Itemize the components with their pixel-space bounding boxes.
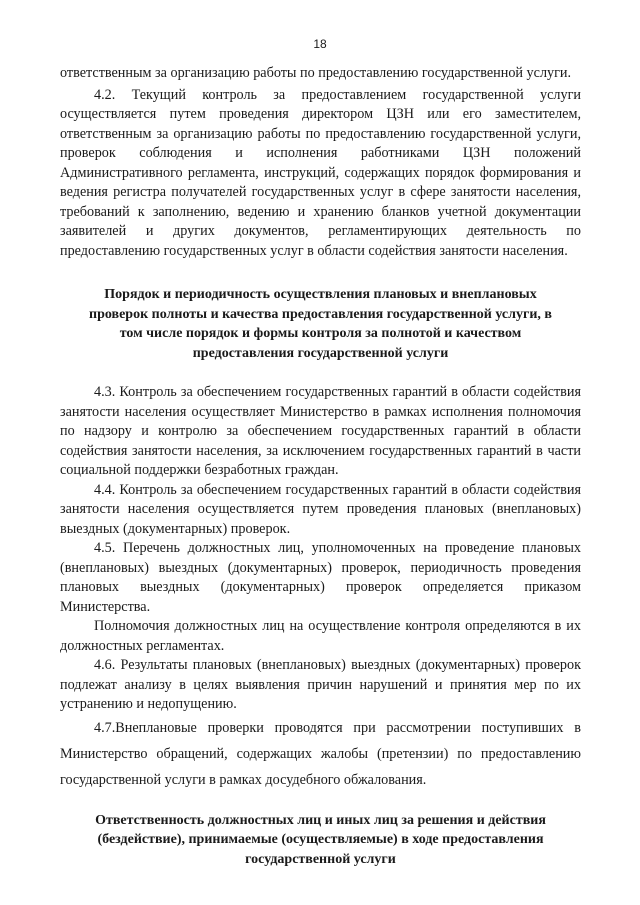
paragraph-4-6: 4.6. Результаты плановых (внеплановых) выездных (документарных) проверок подлежат анализу в целях выявления причин нарушений и принятия мер по их устранению и недопущению. (60, 657, 581, 712)
section-heading-responsibility: Ответственность должностных лиц и иных лиц за решения и действия (бездействие), принимаемые (осуществляемые) в ходе предоставления государственной услуги (95, 812, 546, 867)
section-heading-inspections: Порядок и периодичность осуществления плановых и внеплановых проверок полноты и качества предоставления государственной услуги, в том числе порядок и формы контроля за полнотой и качеством предоставления государственной услуги (89, 287, 552, 361)
paragraph-4-7: 4.7.Внеплановые проверки проводятся при рассмотрении поступивших в Министерство обращений, содержащих жалобы (претензии) по предоставлению государственной услуги в рамках досудебного обжалования. (60, 719, 581, 788)
paragraph-4-3: 4.3. Контроль за обеспечением государственных гарантий в области содействия занятости населения осуществляет Министерство в рамках исполнения полномочия по надзору и контролю за обеспечением государственных гарантий в области содействия занятости населения, за исключением государственных гарантий в части социальной поддержки безработных граждан. (60, 384, 581, 478)
paragraph-powers: Полномочия должностных лиц на осуществление контроля определяются в их должностных регламентах. (60, 618, 581, 654)
document-body (60, 64, 581, 869)
paragraph-continuation: ответственным за организацию работы по предоставлению государственной услуги. (60, 65, 572, 81)
paragraph-4-5: 4.5. Перечень должностных лиц, уполномоченных на проведение плановых (внеплановых) выездных (документарных) проверок, периодичность проведения плановых выездных (документарных) проверок определяется приказом Министерства. (60, 540, 581, 615)
page-number: 18 (313, 37, 327, 51)
paragraph-4-4: 4.4. Контроль за обеспечением государственных гарантий в области содействия занятости населения осуществляется путем проведения плановых (внеплановых) выездных (документарных) проверок. (60, 481, 581, 537)
paragraph-4-2: 4.2. Текущий контроль за предоставлением государственной услуги осуществляется путем проведения директором ЦЗН или его заместителем, ответственным за организацию работы по предоставлению государственной услуги, проверок соблюдения и исполнения работниками ЦЗН положений Административного регламента, инструкций, содержащих порядок формирования и ведения регистра получателей государственных услуг в сфере занятости населения, требований к заполнению, ведению и хранению бланков учетной документации заявителей и других документов, регламентирующих деятельность по предоставлению государственных услуг в области содействия занятости населения. (60, 86, 581, 259)
